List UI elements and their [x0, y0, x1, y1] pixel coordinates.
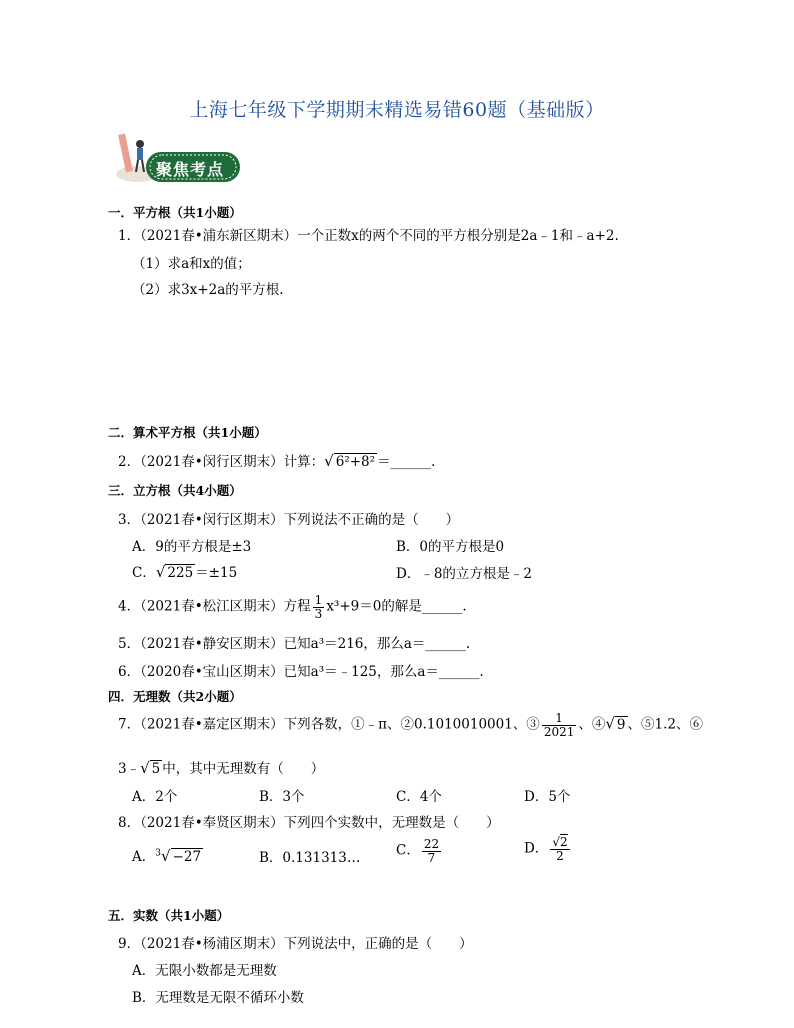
fraction: [313, 594, 325, 620]
section-heading: 五．实数（共1小题）: [108, 908, 230, 923]
question-7-radicand: 9: [616, 716, 626, 733]
section-heading: 四．无理数（共2小题）: [108, 689, 242, 704]
sqrt-icon: √: [140, 759, 150, 777]
fraction-denominator: 2: [556, 848, 564, 863]
badge-label: 聚焦考点: [156, 160, 225, 179]
question-7: [118, 712, 703, 738]
question-7-option-d: D．5个: [524, 789, 571, 805]
question-2-prefix: 2．（2021春•闵行区期末）计算：: [118, 454, 325, 470]
question-8-option-d: [524, 836, 572, 862]
question-4-suffix: x³+9＝0的解是______.: [326, 598, 467, 615]
sqrt-icon: √: [155, 563, 166, 581]
question-9: 9．（2021春•杨浦区期末）下列说法中，正确的是（ ）: [118, 936, 473, 952]
question-1: 1．（2021春•浦东新区期末）一个正数x的两个不同的平方根分别是2a﹣1和﹣a+2.: [118, 228, 619, 244]
fraction-denominator: 7: [427, 850, 436, 865]
fraction-denominator: 3: [314, 606, 323, 621]
line-2-prefix: 3﹣: [118, 761, 141, 777]
option-c-prefix: C．: [132, 565, 156, 581]
section-heading: 三．立方根（共4小题）: [108, 483, 242, 498]
question-1-part-1: （1）求a和x的值；: [132, 256, 251, 272]
question-8-option-b: B．0.131313…: [259, 850, 361, 866]
question-2-radicand: 6²+8²: [335, 454, 376, 470]
fraction-numerator: [550, 836, 569, 850]
question-8: 8．（2021春•奉贤区期末）下列四个实数中，无理数是（ ）: [118, 815, 500, 831]
question-3-option-a: A．9的平方根是±3: [132, 539, 252, 555]
line-2-suffix: 中，其中无理数有（ ）: [162, 761, 325, 777]
question-7-suffix: 、⑤1.2、⑥: [627, 716, 703, 733]
fraction: [550, 836, 569, 862]
question-9-option-b: B．无理数是无限不循环小数: [132, 990, 304, 1006]
option-a-radicand: −27: [172, 849, 202, 865]
question-4: [118, 594, 467, 620]
question-3: 3．（2021春•闵行区期末）下列说法不正确的是（ ）: [118, 512, 460, 528]
option-a-prefix: A．: [132, 849, 156, 865]
focus-badge: [108, 128, 248, 190]
question-2: [118, 450, 435, 470]
fraction-numerator: 22: [423, 837, 440, 851]
fraction: [542, 712, 577, 738]
option-c-radicand: 225: [167, 565, 194, 581]
root-index: 3: [155, 848, 161, 859]
question-4-prefix: 4．（2021春•松江区期末）方程: [118, 598, 311, 615]
question-7-option-a: A．2个: [132, 789, 178, 805]
sqrt-icon: √: [552, 835, 560, 849]
line-2-radicand: 5: [151, 761, 161, 777]
fraction-numerator: 1: [314, 593, 323, 607]
question-1-part-2: （2）求3x+2a的平方根.: [132, 282, 284, 298]
question-9-option-a: A．无限小数都是无理数: [132, 963, 277, 979]
question-3-option-b: B．0的平方根是0: [396, 539, 505, 555]
fraction: [422, 838, 441, 864]
question-7-line-2: [118, 757, 324, 777]
sqrt-icon: √: [605, 714, 615, 733]
option-c-prefix: C．: [396, 842, 420, 859]
section-heading: 一．平方根（共1小题）: [108, 205, 242, 220]
section-heading: 二．算术平方根（共1小题）: [108, 425, 267, 440]
question-8-option-a: [132, 845, 203, 865]
question-6: 6．（2020春•宝山区期末）已知a³＝﹣125，那么a＝______.: [118, 664, 484, 680]
page-title: 上海七年级下学期期末精选易错60题（基础版）: [189, 99, 605, 121]
question-2-suffix: ＝______.: [377, 454, 436, 470]
question-7-mid: 、④: [578, 716, 606, 733]
option-c-suffix: ＝±15: [195, 565, 238, 581]
fraction-numerator: 1: [542, 712, 577, 726]
sqrt-icon: √: [324, 452, 334, 470]
sqrt-icon: √: [160, 847, 171, 865]
question-7-prefix: 7．（2021春•嘉定区期末）下列各数，①﹣π、②0.1010010001、③: [118, 716, 540, 733]
question-5: 5．（2021春•静安区期末）已知a³＝216，那么a＝______.: [118, 636, 471, 652]
fraction-denominator: 2021: [543, 724, 575, 739]
question-3-option-c: [132, 561, 237, 581]
question-8-option-c: [396, 838, 443, 864]
option-d-prefix: D．: [524, 840, 549, 857]
option-d-radicand: 2: [559, 835, 568, 849]
question-7-option-c: C．4个: [396, 789, 442, 805]
question-7-option-b: B．3个: [259, 789, 305, 805]
question-3-option-d: D．﹣8的立方根是﹣2: [396, 566, 533, 582]
